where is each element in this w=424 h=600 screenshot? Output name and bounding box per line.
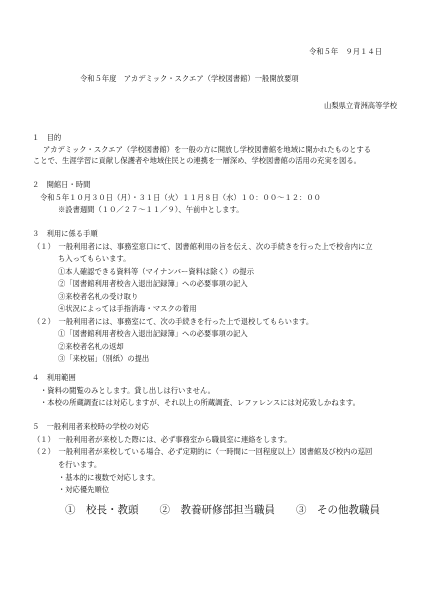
response-line: （１） 一般利用者が来校した際には、必ず事務室から職員室に連絡をします。 [33,435,292,444]
procedure-exit-line: （２） 一般利用者には、事務室にて、次の手続きを行った上で退校してもらいます。 [33,317,314,326]
list-item: ①本人確認できる資料等（マイナンバー資料は除く）の提示 [58,267,254,276]
response-line: を行います。 [58,460,102,469]
section-heading-scope: ４ 利用範囲 [32,373,76,382]
scope-line: ・本校の所蔵調査には対応しますが、それ以上の所蔵調査、レファレンスには対応致しかねます。 [40,398,360,407]
purpose-line: ことで、生涯学習に貢献し保護者や地域住民との連携を一層深め、学校図書館の活用の充実を図る。 [33,156,361,165]
document-date: 令和５年 ９月１４日 [309,47,382,56]
section-heading-hours: ２ 開館日・時間 [32,180,91,189]
opening-dates: 令和５年１０月３０日（月）・３１日（火）１１月８日（水）１０：００～１２：００ [40,193,321,202]
procedure-entry-line: （１） 一般利用者には、事務室窓口にて、図書館利用の旨を伝え、次の手続きを行った上で校舎内に立 [33,242,373,251]
list-item: ③来校者名札の受け取り [58,292,139,301]
section-heading-school-response: ５ 一般利用者来校時の学校の対応 [32,422,149,431]
list-item: ④状況によっては手指消毒・マスクの着用 [58,304,197,313]
procedure-entry-line: ち入ってもらいます。 [58,254,131,263]
section-heading-procedure: ３ 利用に係る手順 [32,229,98,238]
document-title: 令和５年度 アカデミック・スクエア（学校図書館）一般開放要項 [80,74,299,83]
school-name: 山梨県立青洲高等学校 [324,101,397,110]
response-line: （２） 一般利用者が来校している場合、必ず定期的に（一時間に一回程度以上）図書館及び校内の巡回 [33,447,373,456]
list-item: ②「図書館利用者校舎入退出記録簿」への必要事項の記入 [58,279,248,288]
list-item: ①「図書館利用者校舎入退出記録簿」への必要事項の記入 [58,329,248,338]
list-item: ②来校者名札の返却 [58,342,124,351]
purpose-line: アカデミック・スクエア（学校図書館）を一般の方に開放し学校図書館を地域に開かれたものとする [43,145,371,154]
bullet-item: ・基本的に複数で対応します。 [58,473,160,482]
bullet-item: ・対応優先順位 [58,485,110,494]
scope-line: ・資料の閲覧のみとします。貸し出しは行いません。 [40,386,215,395]
opening-note: ※設書週間（１０／２７～１１／９）、午前中とします。 [58,205,244,214]
priority-order: ① 校長・教頭 ② 教養研修部担当職員 ③ その他教職員 [65,504,380,516]
section-heading-purpose: １ 目的 [32,133,62,142]
list-item: ③「来校届」（別紙）の提出 [58,354,150,363]
